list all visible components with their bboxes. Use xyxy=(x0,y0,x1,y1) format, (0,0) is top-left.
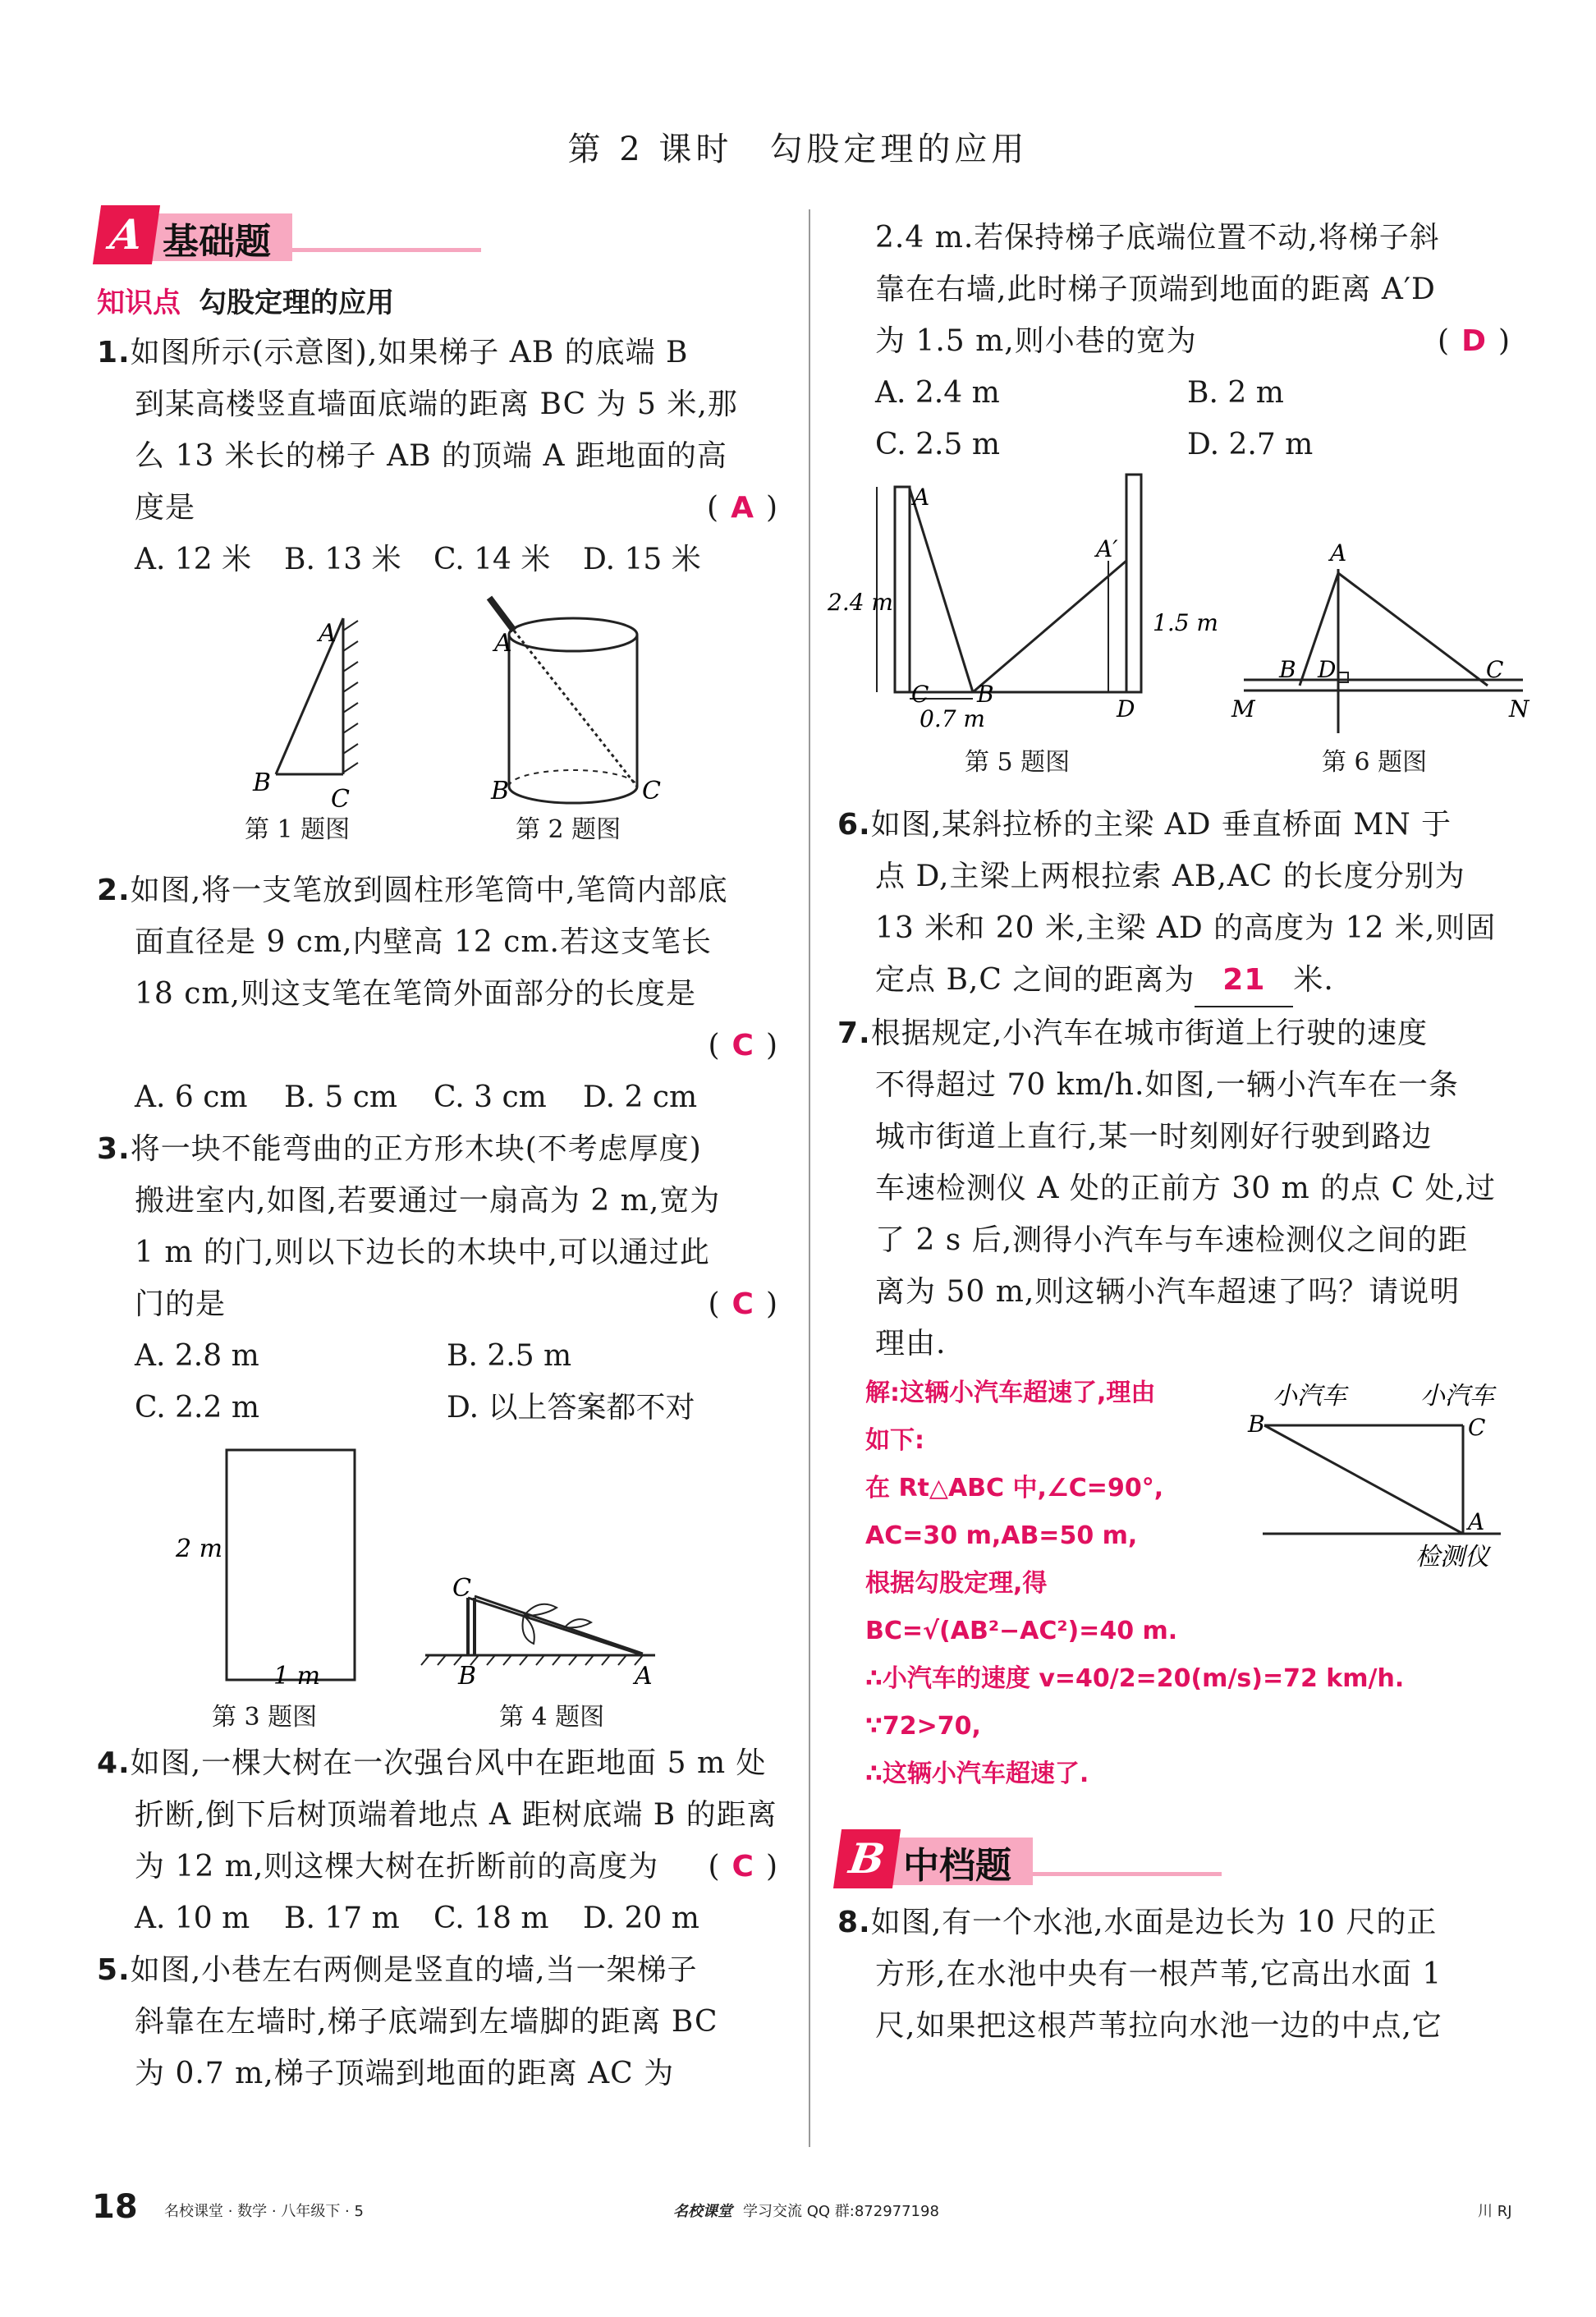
section-b-underline xyxy=(1033,1872,1222,1876)
question-7-solution-area xyxy=(837,1370,1511,1813)
figures-5-6 xyxy=(828,470,1530,799)
section-a-letter: A xyxy=(93,205,160,264)
q6-line: 米. xyxy=(1293,963,1334,997)
fig2-label-b: B xyxy=(491,777,510,805)
fig3-label-height: 2 m xyxy=(176,1535,223,1563)
q6-line: 如图,某斜拉桥的主梁 AD 垂直桥面 MN 于 xyxy=(870,808,1452,842)
footer-book-info: 名校课堂 · 数学 · 八年级下 · 5 xyxy=(164,2203,364,2220)
q1-line: 么 13 米长的梯子 AB 的顶端 A 距地面的高 xyxy=(135,439,727,473)
footer-edition: 川 RJ xyxy=(1478,2203,1512,2220)
solution-line: 在 Rt△ABC 中,∠C=90°, xyxy=(865,1474,1164,1503)
q4-option-c: C. 18 m xyxy=(433,1902,549,1935)
question-6 xyxy=(837,799,1511,1007)
solution-line: BC=√(AB²−AC²)=40 m. xyxy=(865,1617,1178,1645)
q5-line: 靠在右墙,此时梯子顶端到地面的距离 A′D xyxy=(875,273,1436,306)
fig4-label-c: C xyxy=(452,1574,471,1603)
q7-line: 了 2 s 后,测得小汽车与车速检测仪之间的距 xyxy=(875,1223,1469,1257)
q4-line: 折断,倒下后树顶端着地点 A 距树底端 B 的距离 xyxy=(135,1798,777,1832)
fig5-label-height-right: 1.5 m xyxy=(1153,609,1218,636)
fig5-label-d: D xyxy=(1117,695,1135,723)
fig4-caption: 第 4 题图 xyxy=(499,1703,605,1732)
figure-7-speed-check xyxy=(837,1370,1511,1583)
fig5-label-c: C xyxy=(911,681,929,708)
q2-line: 如图,将一支笔放到圆柱形笔筒中,笔筒内部底 xyxy=(130,874,728,907)
figure-4-tree xyxy=(97,1434,778,1696)
fig5-label-a: A xyxy=(913,484,930,511)
question-3 xyxy=(97,1123,778,1434)
q6-answer-blank: 21 xyxy=(1195,954,1293,1007)
solution-line: 解:这辆小汽车超速了,理由 xyxy=(865,1379,1156,1407)
fig3-label-width: 1 m xyxy=(273,1662,321,1691)
q7-line: 根据规定,小汽车在城市街道上行驶的速度 xyxy=(870,1016,1429,1050)
q5-line: 为 1.5 m,则小巷的宽为 xyxy=(875,324,1197,358)
section-b-header xyxy=(837,1829,1511,1892)
q3-options-row2 xyxy=(97,1382,778,1434)
question-5-part1 xyxy=(97,1944,778,2099)
q3-option-a: A. 2.8 m xyxy=(135,1339,259,1373)
q8-number: 8. xyxy=(837,1906,871,1939)
question-4 xyxy=(97,1737,778,1944)
q5-option-b: B. 2 m xyxy=(1187,376,1284,410)
q1-answer: ( A ) xyxy=(707,491,778,525)
question-5-part2 xyxy=(837,212,1511,470)
footer-brand-logo: 名校课堂 xyxy=(673,2203,732,2220)
fig5-label-a-prime: A′ xyxy=(1096,535,1118,562)
fig1-caption: 第 1 题图 xyxy=(245,815,351,844)
q2-options xyxy=(97,1071,778,1123)
q5-line: 斜靠在左墙时,梯子底端到左墙脚的距离 BC xyxy=(135,2005,718,2039)
q1-line: 如图所示(示意图),如果梯子 AB 的底端 B xyxy=(130,336,689,369)
q4-option-a: A. 10 m xyxy=(135,1902,250,1935)
fig2-caption: 第 2 题图 xyxy=(516,815,621,844)
q8-line: 尺,如果把这根芦苇拉向水池一边的中点,它 xyxy=(875,2009,1442,2043)
fig6-label-d: D xyxy=(1318,656,1337,683)
question-8 xyxy=(837,1897,1511,2052)
q3-number: 3. xyxy=(97,1132,131,1166)
fig7-label-car-1: 小汽车 xyxy=(1273,1382,1346,1411)
knowledge-text: 勾股定理的应用 xyxy=(199,287,394,319)
fig6-label-m: M xyxy=(1231,695,1255,723)
q3-line: 门的是 xyxy=(135,1287,227,1321)
q5-options-row1 xyxy=(837,367,1511,419)
fig7-label-a: A xyxy=(1468,1508,1485,1535)
fig6-label-a: A xyxy=(1330,539,1347,567)
q4-answer: ( C ) xyxy=(708,1850,778,1883)
fig4-label-b: B xyxy=(458,1662,477,1691)
figures-1-2 xyxy=(97,585,778,865)
fig6-label-c: C xyxy=(1486,656,1504,683)
q6-line: 点 D,主梁上两根拉索 AB,AC 的长度分别为 xyxy=(875,860,1465,893)
q6-number: 6. xyxy=(837,808,871,842)
solution-line: ∴小汽车的速度 v=40/2=20(m/s)=72 km/h. xyxy=(865,1664,1405,1693)
fig3-caption: 第 3 题图 xyxy=(212,1703,318,1732)
fig2-label-a: A xyxy=(494,629,512,658)
q7-line: 离为 50 m,则这辆小汽车超速了吗？请说明 xyxy=(875,1275,1461,1309)
q2-option-d: D. 2 cm xyxy=(583,1081,698,1114)
q3-option-d: D. 以上答案都不对 xyxy=(447,1391,695,1425)
q1-option-b: B. 13 米 xyxy=(284,543,401,576)
fig1-label-c: C xyxy=(331,785,350,814)
q6-line: 13 米和 20 米,主梁 AD 的高度为 12 米,则固 xyxy=(875,911,1497,945)
figure-2-pen-holder xyxy=(97,585,778,824)
fig5-caption: 第 5 题图 xyxy=(965,748,1071,777)
q4-number: 4. xyxy=(97,1746,131,1780)
q7-line: 车速检测仪 A 处的正前方 30 m 的点 C 处,过 xyxy=(875,1172,1497,1205)
section-a-header xyxy=(97,205,778,268)
q3-option-b: B. 2.5 m xyxy=(447,1339,572,1373)
q2-answer: ( C ) xyxy=(708,1029,778,1062)
q1-line: 到某高楼竖直墙面底端的距离 BC 为 5 米,那 xyxy=(135,388,738,421)
fig5-label-width: 0.7 m xyxy=(920,705,985,732)
q7-line: 理由. xyxy=(875,1327,947,1360)
question-1 xyxy=(97,327,778,585)
fig2-label-c: C xyxy=(642,777,661,805)
q5-line: 如图,小巷左右两侧是竖直的墙,当一架梯子 xyxy=(130,1953,698,1987)
section-b-title: 中档题 xyxy=(903,1845,1011,1887)
q1-option-c: C. 14 米 xyxy=(433,543,551,576)
fig7-label-detector: 检测仪 xyxy=(1415,1543,1489,1571)
solution-line: 如下: xyxy=(865,1426,924,1455)
q2-option-a: A. 6 cm xyxy=(135,1081,248,1114)
q3-option-c: C. 2.2 m xyxy=(135,1391,259,1425)
fig4-label-a: A xyxy=(635,1662,653,1691)
q3-options-row1 xyxy=(97,1330,778,1382)
q2-option-c: C. 3 cm xyxy=(433,1081,547,1114)
fig1-label-b: B xyxy=(253,769,272,797)
section-a-title: 基础题 xyxy=(163,221,271,263)
q7-number: 7. xyxy=(837,1016,871,1050)
q2-number: 2. xyxy=(97,874,131,907)
column-divider xyxy=(809,209,810,2147)
fig5-label-height-left: 2.4 m xyxy=(828,589,893,616)
q4-option-b: B. 17 m xyxy=(284,1902,400,1935)
fig7-label-car-2: 小汽车 xyxy=(1420,1382,1494,1411)
q8-line: 方形,在水池中央有一根芦苇,它高出水面 1 xyxy=(875,1957,1442,1991)
knowledge-label: 知识点 xyxy=(97,287,181,319)
q1-option-a: A. 12 米 xyxy=(135,543,252,576)
q5-line: 为 0.7 m,梯子顶端到地面的距离 AC 为 xyxy=(135,2057,675,2090)
section-a-underline xyxy=(292,248,481,252)
q1-options xyxy=(97,534,778,585)
q5-answer: ( D ) xyxy=(1438,324,1511,358)
q5-line: 2.4 m.若保持梯子底端位置不动,将梯子斜 xyxy=(875,221,1440,255)
footer-qq-group: 学习交流 QQ 群:872977198 xyxy=(743,2203,939,2220)
fig6-label-b: B xyxy=(1279,656,1296,683)
fig7-label-c: C xyxy=(1468,1414,1486,1441)
fig6-label-n: N xyxy=(1509,695,1530,723)
q5-option-d: D. 2.7 m xyxy=(1187,428,1314,461)
q4-option-d: D. 20 m xyxy=(583,1902,699,1935)
q4-line: 为 12 m,则这棵大树在折断前的高度为 xyxy=(135,1850,659,1883)
page-footer xyxy=(0,2188,1596,2237)
solution-line: 根据勾股定理,得 xyxy=(865,1569,1048,1598)
q1-option-d: D. 15 米 xyxy=(583,543,701,576)
figures-3-4 xyxy=(97,1434,778,1737)
q7-line: 不得超过 70 km/h.如图,一辆小汽车在一条 xyxy=(875,1068,1459,1102)
left-column xyxy=(97,205,778,2099)
q6-line: 定点 B,C 之间的距离为 xyxy=(875,963,1195,997)
q5-option-c: C. 2.5 m xyxy=(875,428,1000,461)
figure-6-bridge xyxy=(837,470,1530,758)
q1-number: 1. xyxy=(97,336,131,369)
q3-line: 搬进室内,如图,若要通过一扇高为 2 m,宽为 xyxy=(135,1184,721,1218)
q7-line: 城市街道上直行,某一时刻刚好行驶到路边 xyxy=(875,1120,1433,1154)
solution-line: ∵72>70, xyxy=(865,1712,981,1741)
q5-options-row2 xyxy=(837,419,1511,470)
q3-line: 将一块不能弯曲的正方形木块(不考虑厚度) xyxy=(130,1132,702,1166)
q3-line: 1 m 的门,则以下边长的木块中,可以通过此 xyxy=(135,1236,710,1269)
question-2 xyxy=(97,865,778,1123)
q2-line: 面直径是 9 cm,内壁高 12 cm.若这支笔长 xyxy=(135,925,712,959)
fig6-caption: 第 6 题图 xyxy=(1322,748,1428,777)
solution-line: AC=30 m,AB=50 m, xyxy=(865,1521,1138,1550)
q2-line: 18 cm,则这支笔在笔筒外面部分的长度是 xyxy=(135,977,696,1011)
right-column xyxy=(828,212,1530,2052)
section-b-letter: B xyxy=(833,1829,901,1888)
q4-line: 如图,一棵大树在一次强台风中在距地面 5 m 处 xyxy=(130,1746,767,1780)
q2-option-b: B. 5 cm xyxy=(284,1081,397,1114)
q3-answer: ( C ) xyxy=(708,1287,778,1321)
solution-line: ∴这辆小汽车超速了. xyxy=(865,1760,1089,1788)
q5-number: 5. xyxy=(97,1953,131,1987)
q8-line: 如图,有一个水池,水面是边长为 10 尺的正 xyxy=(870,1906,1438,1939)
question-7 xyxy=(837,1007,1511,1813)
fig1-label-a: A xyxy=(319,619,337,648)
knowledge-point xyxy=(97,279,778,327)
fig7-label-b: B xyxy=(1248,1411,1265,1438)
q5-option-a: A. 2.4 m xyxy=(875,376,1000,410)
q4-options xyxy=(97,1893,778,1944)
page-number: 18 xyxy=(92,2188,138,2226)
fig5-label-b: B xyxy=(977,681,994,708)
q1-line: 度是 xyxy=(135,491,196,525)
page-title: 第 2 课时 勾股定理的应用 xyxy=(567,131,1029,168)
